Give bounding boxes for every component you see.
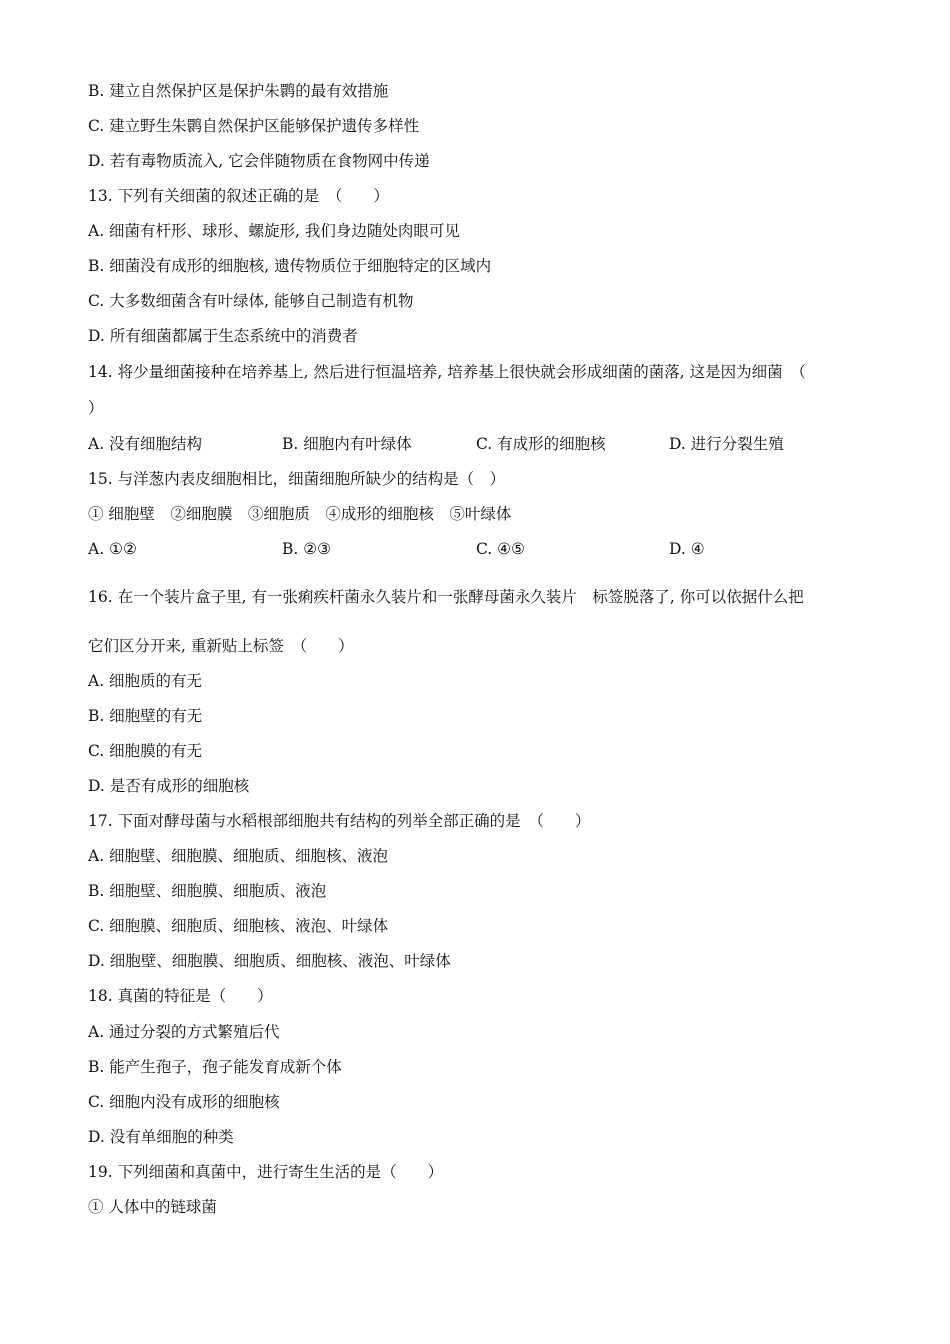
question-stem: 16. 在一个装片盒子里, 有一张痢疾杆菌永久装片和一张酵母菌永久装片 标签脱落了, 你可以依据什么把 — [88, 588, 804, 606]
question-stem-continued: ） — [88, 399, 104, 417]
structure-list: ① 细胞壁 ②细胞膜 ③细胞质 ④成形的细胞核 ⑤叶绿体 — [88, 505, 512, 523]
option-c: C. 细胞膜、细胞质、细胞核、液泡、叶绿体 — [88, 917, 389, 935]
option-b: B. ②③ — [282, 540, 332, 558]
option-b: B. 建立自然保护区是保护朱鹮的最有效措施 — [88, 82, 389, 100]
option-b: B. 细胞壁、细胞膜、细胞质、液泡 — [88, 882, 327, 900]
option-a: A. 通过分裂的方式繁殖后代 — [88, 1023, 280, 1041]
option-b: B. 能产生孢子，孢子能发育成新个体 — [88, 1058, 342, 1076]
option-d: D. 没有单细胞的种类 — [88, 1128, 234, 1146]
option-d: D. 若有毒物质流入, 它会伴随物质在食物网中传递 — [88, 152, 430, 170]
option-c: C. ④⑤ — [476, 540, 525, 558]
question-stem: 15. 与洋葱内表皮细胞相比，细菌细胞所缺少的结构是（ ） — [88, 470, 506, 488]
option-a: A. ①② — [88, 540, 137, 558]
question-stem: 17. 下面对酵母菌与水稻根部细胞共有结构的列举全部正确的是 （ ） — [88, 812, 591, 830]
option-d: D. ④ — [669, 540, 705, 558]
option-c: C. 细胞膜的有无 — [88, 742, 203, 760]
option-a: A. 没有细胞结构 — [88, 435, 203, 453]
option-c: C. 有成形的细胞核 — [476, 435, 606, 453]
option-a: A. 细胞质的有无 — [88, 672, 203, 690]
option-c: C. 细胞内没有成形的细胞核 — [88, 1093, 280, 1111]
option-d: D. 细胞壁、细胞膜、细胞质、细胞核、液泡、叶绿体 — [88, 952, 451, 970]
option-b: B. 细胞壁的有无 — [88, 707, 203, 725]
option-a: A. 细菌有杆形、球形、螺旋形, 我们身边随处肉眼可见 — [88, 222, 460, 240]
option-b: B. 细胞内有叶绿体 — [282, 435, 412, 453]
question-stem: 14. 将少量细菌接种在培养基上, 然后进行恒温培养, 培养基上很快就会形成细菌的菌落, 这是因为细菌 （ — [88, 363, 806, 381]
option-b: B. 细菌没有成形的细胞核, 遗传物质位于细胞特定的区域内 — [88, 257, 492, 275]
question-stem-continued: 它们区分开来, 重新贴上标签 （ ） — [88, 637, 354, 655]
option-d: D. 是否有成形的细胞核 — [88, 777, 250, 795]
option-a: A. 细胞壁、细胞膜、细胞质、细胞核、液泡 — [88, 847, 389, 865]
question-stem: 19. 下列细菌和真菌中，进行寄生生活的是（ ） — [88, 1163, 444, 1181]
question-stem: 18. 真菌的特征是（ ） — [88, 987, 273, 1005]
option-d: D. 所有细菌都属于生态系统中的消费者 — [88, 327, 358, 345]
question-stem: 13. 下列有关细菌的叙述正确的是 （ ） — [88, 187, 389, 205]
option-c: C. 建立野生朱鹮自然保护区能够保护遗传多样性 — [88, 117, 420, 135]
option-d: D. 进行分裂生殖 — [669, 435, 784, 453]
option-c: C. 大多数细菌含有叶绿体, 能够自己制造有机物 — [88, 292, 414, 310]
list-item: ① 人体中的链球菌 — [88, 1198, 217, 1216]
